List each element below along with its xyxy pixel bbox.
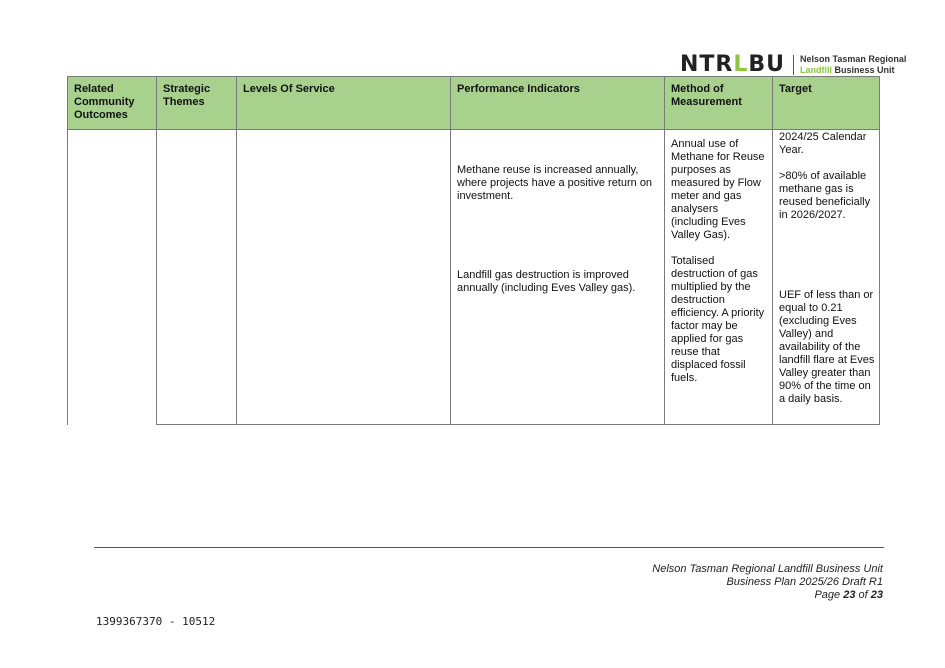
footer-organisation: Nelson Tasman Regional Landfill Business Unit (652, 563, 883, 575)
table-header-row (68, 77, 880, 130)
cell-levels-of-service (237, 130, 451, 425)
header-levels-of-service: Levels Of Service (237, 77, 451, 130)
header-method-of-measurement: Method of Measurement (665, 77, 773, 130)
target-methane-reuse: >80% of available methane gas is reused beneficially in 2026/2027. (779, 170, 871, 221)
header-strategic-themes: Strategic Themes (157, 77, 237, 130)
measure-gas-destruction: Totalised destruction of gas multiplied by the destruction efficiency. A priority factor may be applied for gas reuse that displaced fossil fuels. (671, 255, 765, 384)
document-id: 1399367370 - 10512 (96, 615, 216, 628)
logo-mark: NTRLBU (680, 52, 786, 77)
cell-strategic-themes (157, 130, 237, 425)
cell-performance-indicators (451, 130, 665, 425)
cell-target (773, 130, 880, 425)
footer-document-title: Business Plan 2025/26 Draft R1 (726, 576, 883, 588)
indicator-gas-destruction: Landfill gas destruction is improved annually (including Eves Valley gas). (457, 269, 636, 294)
cell-community-outcomes (68, 130, 157, 425)
cell-method-of-measurement (665, 130, 773, 425)
footer-divider (94, 547, 884, 548)
logo-divider (793, 55, 794, 75)
indicator-methane-reuse: Methane reuse is increased annually, where projects have a positive return on investment. (457, 164, 653, 202)
target-calendar-year: 2024/25 Calendar Year. (779, 131, 867, 156)
logo-text: Nelson Tasman Regional Landfill Business Unit (800, 54, 907, 75)
header-target: Target (773, 77, 880, 130)
page-number: Page 23 of 23 (814, 589, 883, 601)
measure-methane-reuse: Annual use of Methane for Reuse purposes as measured by Flow meter and gas analysers (including Eves Valley Gas). (671, 138, 765, 241)
performance-table (67, 76, 880, 425)
header-performance-indicators: Performance Indicators (451, 77, 665, 130)
header-community-outcomes: Related Community Outcomes (68, 77, 157, 130)
target-uef: UEF of less than or equal to 0.21 (excluding Eves Valley) and availability of the landfill flare at Eves Valley greater than 90% of the time on a daily basis. (779, 289, 875, 405)
page-footer (652, 563, 883, 602)
table-row (68, 130, 880, 425)
logo (680, 52, 906, 78)
